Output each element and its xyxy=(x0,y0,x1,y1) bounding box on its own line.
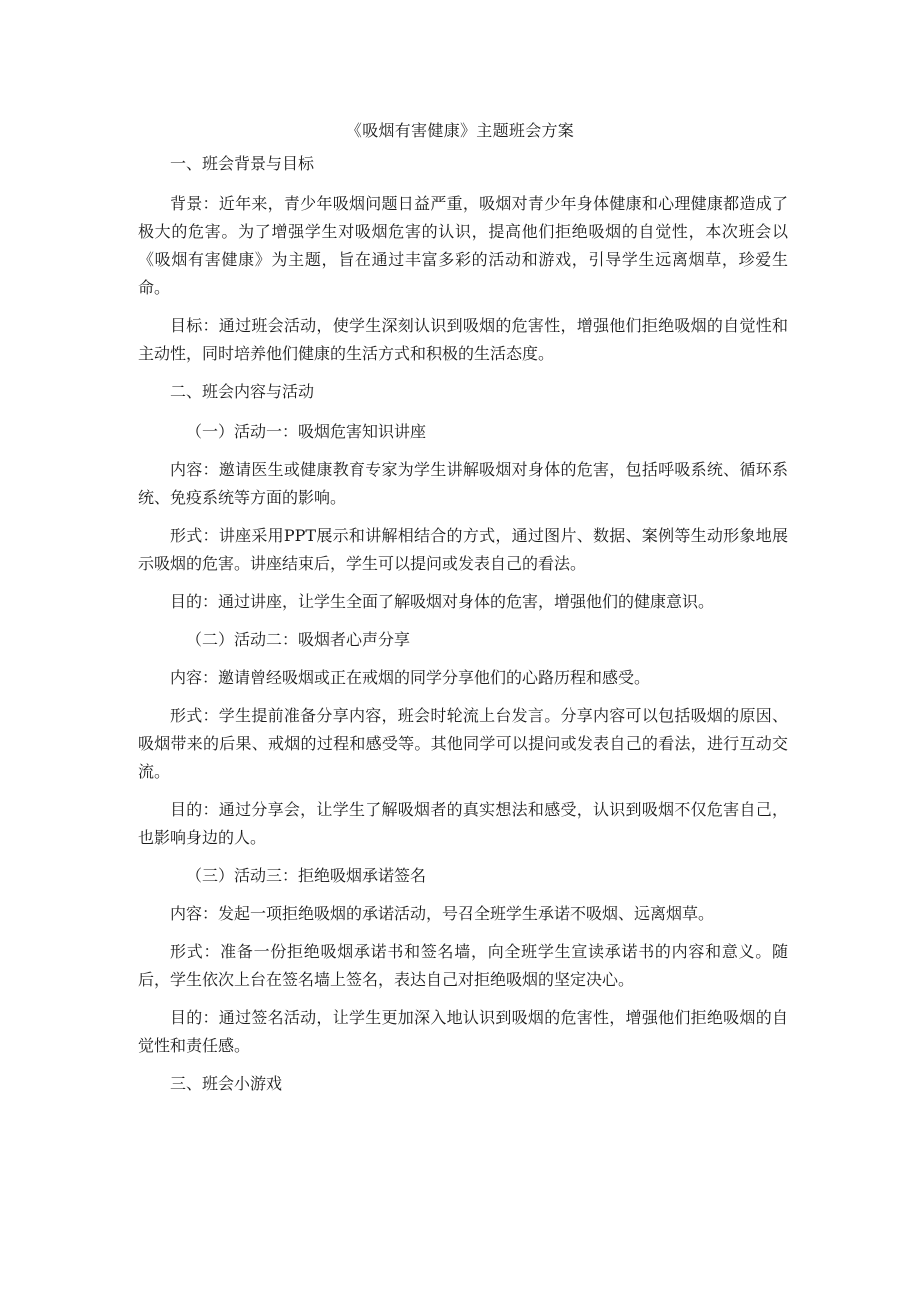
activity-3-form: 形式：准备一份拒绝吸烟承诺书和签名墙，向全班学生宣读承诺书的内容和意义。随后，学生依次上台在签名墙上签名，表达自己对拒绝吸烟的坚定决心。 xyxy=(138,942,788,989)
activity-3-heading: （三）活动三：拒绝吸烟承诺签名 xyxy=(186,866,427,885)
background-paragraph: 背景：近年来，青少年吸烟问题日益严重，吸烟对青少年身体健康和心理健康都造成了极大的危害。为了增强学生对吸烟危害的认识，提高他们拒绝吸烟的自觉性，本次班会以《吸烟有害健康》为主题，旨在通过丰富多彩的活动和游戏，引导学生远离烟草，珍爱生命。 xyxy=(138,194,788,297)
activity-1-purpose: 目的：通过讲座，让学生全面了解吸烟对身体的危害，增强他们的健康意识。 xyxy=(170,592,715,611)
goal-paragraph: 目标：通过班会活动，使学生深刻认识到吸烟的危害性，增强他们拒绝吸烟的自觉性和主动性，同时培养他们健康的生活方式和积极的生活态度。 xyxy=(138,316,788,363)
activity-3-purpose: 目的：通过签名活动，让学生更加深入地认识到吸烟的危害性，增强他们拒绝吸烟的自觉性和责任感。 xyxy=(138,1008,788,1055)
document-body xyxy=(138,150,788,1110)
activity-1-form: 形式：讲座采用PPT展示和讲解相结合的方式，通过图片、数据、案例等生动形象地展示吸烟的危害。讲座结束后，学生可以提问或发表自己的看法。 xyxy=(138,526,788,573)
activity-1-heading: （一）活动一：吸烟危害知识讲座 xyxy=(186,422,427,441)
section-heading-games: 三、班会小游戏 xyxy=(170,1074,283,1093)
activity-2-heading: （二）活动二：吸烟者心声分享 xyxy=(186,630,411,649)
activity-2-purpose: 目的：通过分享会，让学生了解吸烟者的真实想法和感受，认识到吸烟不仅危害自己，也影响身边的人。 xyxy=(138,800,788,847)
section-heading-background-goals: 一、班会背景与目标 xyxy=(170,154,315,173)
activity-1-content: 内容：邀请医生或健康教育专家为学生讲解吸烟对身体的危害，包括呼吸系统、循环系统、免疫系统等方面的影响。 xyxy=(138,460,788,507)
activity-3-content: 内容：发起一项拒绝吸烟的承诺活动，号召全班学生承诺不吸烟、远离烟草。 xyxy=(170,904,715,923)
section-heading-content-activities: 二、班会内容与活动 xyxy=(170,382,315,401)
activity-2-content: 内容：邀请曾经吸烟或正在戒烟的同学分享他们的心路历程和感受。 xyxy=(170,668,651,687)
activity-2-form: 形式：学生提前准备分享内容，班会时轮流上台发言。分享内容可以包括吸烟的原因、吸烟带来的后果、戒烟的过程和感受等。其他同学可以提问或发表自己的看法，进行互动交流。 xyxy=(138,706,788,781)
document-title: 《吸烟有害健康》主题班会方案 xyxy=(345,121,575,140)
